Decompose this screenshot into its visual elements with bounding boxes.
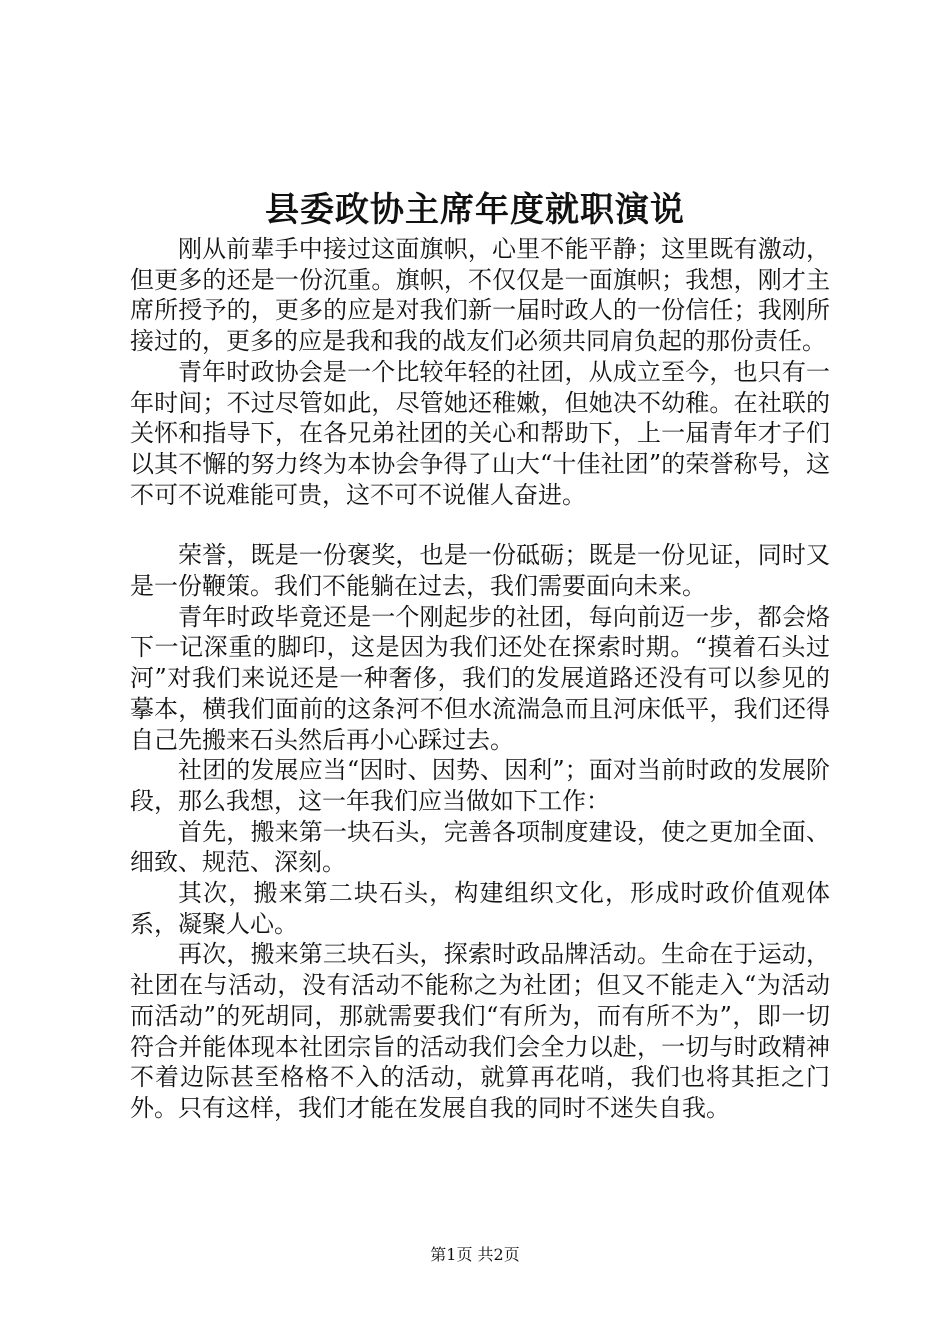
paragraph: 再次，搬来第三块石头，探索时政品牌活动。生命在于运动，社团在与活动，没有活动不能称之为社团；但又不能走入“为活动而活动”的死胡同，那就需要我们“有所为，而有所不为”，即一切符合并能体现本社团宗旨的活动我们会全力以赴，一切与时政精神不着边际甚至格格不入的活动，就算再花哨，我们也将其拒之门外。只有这样，我们才能在发展自我的同时不迷失自我。: [130, 940, 830, 1122]
paragraph: 其次，搬来第二块石头，构建组织文化，形成时政价值观体系，凝聚人心。: [130, 879, 830, 938]
paragraph: 首先，搬来第一块石头，完善各项制度建设，使之更加全面、细致、规范、深刻。: [130, 817, 830, 877]
paragraph: 社团的发展应当“因时、因势、因利”；面对当前时政的发展阶段，那么我想，这一年我们应当做如下工作：: [130, 756, 830, 815]
document-title: 县委政协主席年度就职演说: [265, 190, 685, 230]
paragraph: 青年时政毕竟还是一个刚起步的社团，每向前迈一步，都会烙下一记深重的脚印，这是因为我们还处在探索时期。“摸着石头过河”对我们来说还是一种奢侈，我们的发展道路还没有可以参见的摹本，横我们面前的这条河不但水流湍急而且河床低平，我们还得自己先搬来石头然后再小心踩过去。: [130, 602, 830, 754]
paragraph: 荣誉，既是一份褒奖，也是一份砥砺；既是一份见证，同时又是一份鞭策。我们不能躺在过去，我们需要面向未来。: [130, 541, 830, 601]
document-body: [130, 234, 830, 1124]
paragraph: 刚从前辈手中接过这面旗帜，心里不能平静；这里既有激动，但更多的还是一份沉重。旗帜，不仅仅是一面旗帜；我想，刚才主席所授予的，更多的应是对我们新一届时政人的一份信任；我刚所接过的，更多的应是我和我的战友们必须共同肩负起的那份责任。: [130, 235, 830, 356]
page-footer: 第1页 共2页: [430, 1245, 520, 1264]
paragraph: 青年时政协会是一个比较年轻的社团，从成立至今，也只有一年时间；不过尽管如此，尽管她还稚嫩，但她决不幼稚。在社联的关怀和指导下，在各兄弟社团的关心和帮助下，上一届青年才子们以其不懈的努力终为本协会争得了山大“十佳社团”的荣誉称号，这不可不说难能可贵，这不可不说催人奋进。: [130, 357, 830, 509]
